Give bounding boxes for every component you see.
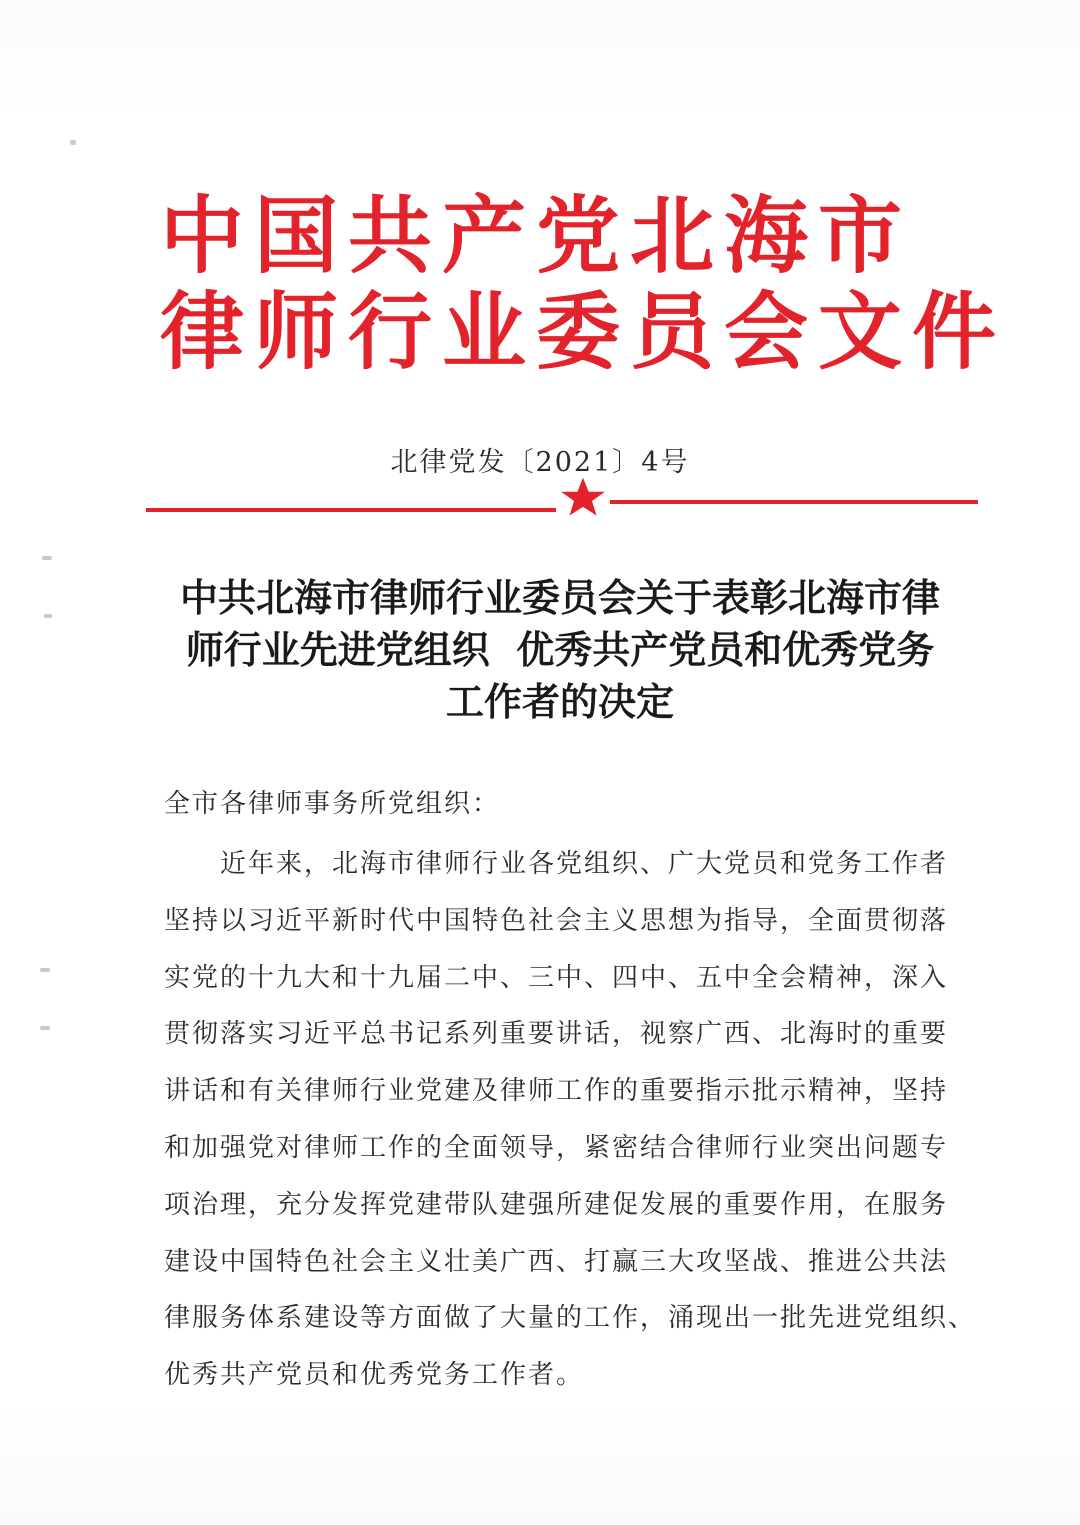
title-line-3: 工作者的决定 (445, 679, 674, 724)
document-header-line-2: 律师行业委员会文件 (160, 282, 1007, 381)
paragraph-line: 贯彻落实习近平总书记系列重要讲话，视察广西、北海时的重要 (164, 1019, 949, 1050)
paragraph-line: 优秀共产党员和优秀党务工作者。 (164, 1360, 585, 1391)
scan-artifact (44, 614, 52, 618)
document-title (150, 572, 970, 728)
title-line-2: 师行业先进党组织 优秀共产党员和优秀党务 (185, 627, 935, 672)
scan-artifact (40, 968, 50, 972)
paragraph-line: 讲话和有关律师行业党建及律师工作的重要指示批示精神，坚持 (164, 1076, 949, 1107)
paragraph-line: 坚持以习近平新时代中国特色社会主义思想为指导，全面贯彻落 (164, 905, 949, 936)
scan-artifact (70, 140, 76, 145)
paragraph-line: 律服务体系建设等方面做了大量的工作，涌现出一批先进党组织、 (164, 1303, 977, 1334)
paragraph-line: 和加强党对律师工作的全面领导，紧密结合律师行业突出问题专 (164, 1132, 949, 1163)
paragraph-line: 建设中国特色社会主义壮美广西、打赢三大攻坚战、推进公共法 (164, 1246, 949, 1277)
paragraph-line: 项治理，充分发挥党建带队建强所建促发展的重要作用，在服务 (164, 1189, 949, 1220)
scan-artifact (42, 556, 52, 560)
title-line-1: 中共北海市律师行业委员会关于表彰北海市律 (179, 575, 940, 620)
star-icon (561, 478, 605, 516)
paragraph-line: 实党的十九大和十九届二中、三中、四中、五中全会精神，深入 (164, 962, 949, 993)
document-body (164, 780, 979, 1404)
document-number: 北律党发〔2021〕4号 (390, 447, 690, 478)
red-divider (146, 478, 978, 522)
paragraph-line: 近年来，北海市律师行业各党组织、广大党员和党务工作者 (220, 849, 949, 879)
document-header-line-1: 中国共产党北海市 (160, 186, 913, 285)
scan-artifact (40, 1026, 50, 1030)
salutation: 全市各律师事务所党组织： (164, 789, 501, 819)
